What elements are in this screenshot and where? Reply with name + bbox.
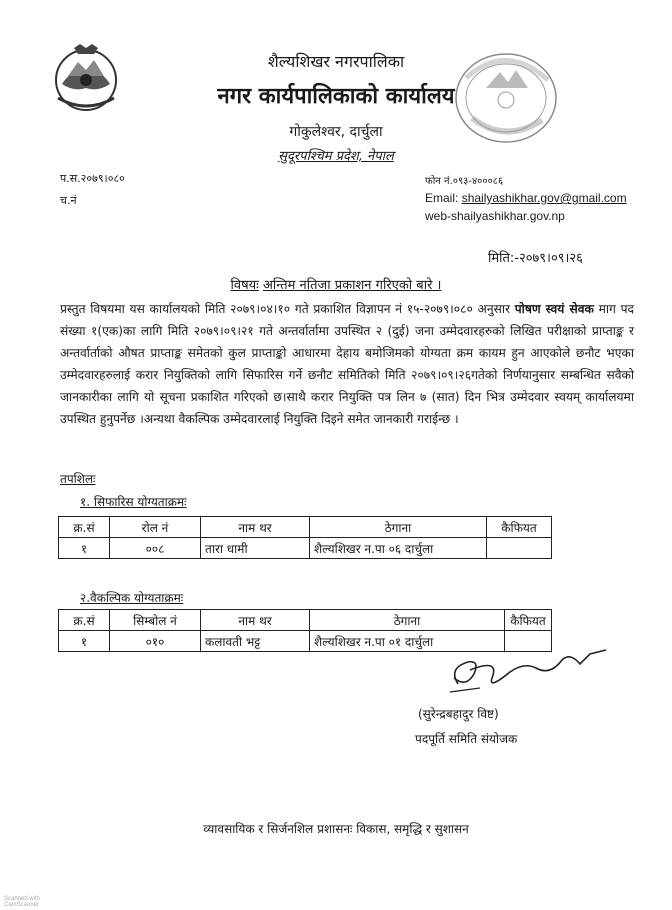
- col-remarks: कैफियत: [487, 517, 552, 538]
- scanner-watermark: Scanned with CamScanner: [4, 896, 41, 908]
- body-part1: प्रस्तुत विषयमा यस कार्यालयको मिति २०७९।०४।१० गते प्रकाशित विज्ञापन नं १५-२०७९।०८० अनुसार: [60, 302, 515, 316]
- subject-line: [0, 275, 672, 293]
- signatory-role: पदपूर्ति समिति संयोजक: [415, 732, 518, 746]
- col-remarks: कैफियत: [505, 610, 552, 631]
- recommended-heading: १. सिफारिस योग्यताक्रमः: [80, 495, 187, 509]
- website[interactable]: web-shailyashikhar.gov.np: [425, 209, 565, 223]
- phone-number: फोन नं.०९३-४०००८६: [425, 176, 504, 187]
- col-serial: क्र.सं: [59, 610, 110, 631]
- email-link[interactable]: shailyashikhar.gov@gmail.com: [461, 191, 627, 205]
- body-post-title: पोषण स्वयं सेवक: [514, 302, 594, 316]
- col-roll: रोल नं: [110, 517, 201, 538]
- email-line: [425, 191, 627, 205]
- recommended-table: [58, 516, 552, 559]
- subject-label: विषयः: [230, 278, 259, 293]
- fiscal-reference: प.स.२०७९।०८०: [60, 172, 125, 185]
- signature-icon: [440, 648, 610, 696]
- cell-name: तारा धामी: [201, 538, 310, 559]
- col-name: नाम थर: [201, 610, 310, 631]
- letter-date: मिति:-२०७९।०९।२६: [488, 251, 583, 266]
- details-label: तपशिलः: [60, 472, 96, 486]
- cell-serial: १: [59, 631, 110, 652]
- province-name: सुदूरपश्चिम प्रदेश, नेपाल: [278, 149, 394, 164]
- signatory-name: (सुरेन्द्रबहादुर विष्ट): [418, 707, 499, 721]
- cell-roll: ००८: [110, 538, 201, 559]
- subject-text: अन्तिम नतिजा प्रकाशन गरिएको बारे ।: [262, 278, 442, 293]
- cell-name: कलावती भट्ट: [201, 631, 310, 652]
- cell-serial: १: [59, 538, 110, 559]
- body-paragraph: [60, 298, 634, 430]
- col-address: ठेगाना: [310, 517, 487, 538]
- cell-remarks: [487, 538, 552, 559]
- office-location: गोकुलेश्वर, दार्चुला: [289, 124, 383, 140]
- alternate-table: [58, 609, 552, 652]
- footer-motto: व्यावसायिक र सिर्जनशिल प्रशासनः विकास, समृद्धि र सुशासन: [203, 822, 469, 836]
- cell-address: शैल्यशिखर न.पा ०१ दार्चुला: [310, 631, 505, 652]
- alternate-heading: २.वैकल्पिक योग्यताक्रमः: [80, 591, 184, 605]
- body-part2: माग पद संख्या १(एक)का लागि मिति २०७९।०९।२१ गते अन्तर्वार्तामा उपस्थित २ (दुई) जना उम्मेदवारहरुको लिखित परीक्षाको प्राप्ताङ्क र अन्तर्वार्ताको औषत प्राप्ताङ्क समेतको कुल प्राप्ताङ्को आधारमा देहाय बमोजिमको योग्यता क्रम कायम हुन आएकोले छनौट भएका उम्मेदवारहरुलाई करार नियुक्तिको लागि सिफारिस गर्ने छनौट समितिको मिति २०७९।०९।२६गतेको निर्णयानुसार सम्बन्धित सवैको जानकारीका लागि यो सूचना प्रकाशित गरिएको छ।साथै करार नियुक्ति पत्र लिन ७ (सात) दिन भित्र उम्मेदवार स्वयम् कार्यालयमा उपस्थित हुनुपर्नेछ ।अन्यथा वैकल्पिक उम्मेदवारलाई नियुक्ति दिइने समेत जानकारी गराईन्छ ।: [60, 302, 635, 426]
- table-header-row: [59, 517, 552, 538]
- col-serial: क्र.सं: [59, 517, 110, 538]
- col-address: ठेगाना: [310, 610, 505, 631]
- office-name: नगर कार्यपालिकाको कार्यालय: [217, 84, 455, 109]
- cell-address: शैल्यशिखर न.पा ०६ दार्चुला: [310, 538, 487, 559]
- table-row: [59, 538, 552, 559]
- col-symbol: सिम्बोल नं: [110, 610, 201, 631]
- table-header-row: [59, 610, 552, 631]
- dispatch-number: च.नं: [60, 194, 77, 207]
- col-name: नाम थर: [201, 517, 310, 538]
- email-label: Email:: [425, 191, 462, 205]
- cell-symbol: ०१०: [110, 631, 201, 652]
- municipality-name: शैल्यशिखर नगरपालिका: [267, 52, 405, 71]
